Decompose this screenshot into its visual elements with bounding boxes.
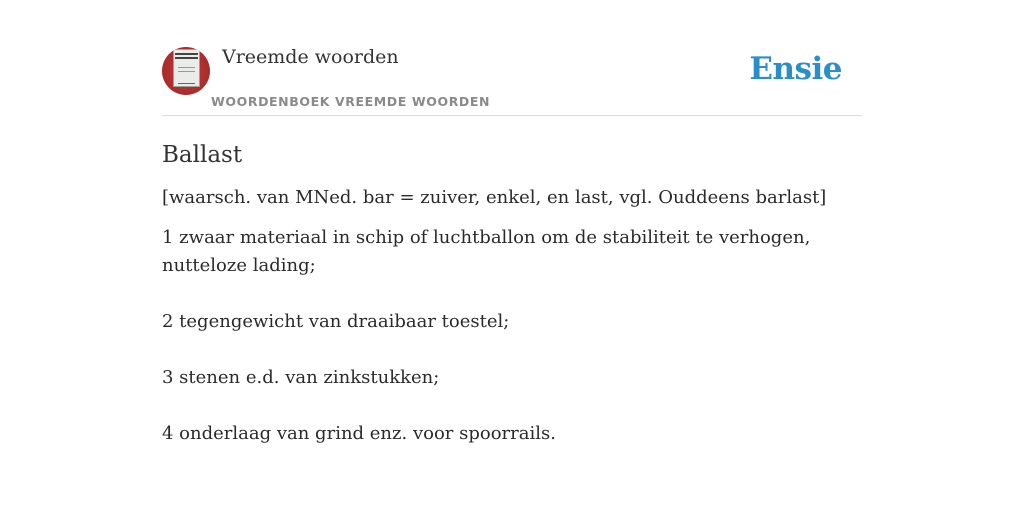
definition-item: 2 tegengewicht van draaibaar toestel; (162, 311, 510, 332)
definition-item: 3 stenen e.d. van zinkstukken; (162, 367, 440, 388)
definition-list (162, 224, 862, 448)
dictionary-subtitle: WOORDENBOEK VREEMDE WOORDEN (211, 94, 491, 109)
entry-etymology: [waarsch. van MNed. bar = zuiver, enkel, en last, vgl. Ouddeens barlast] (162, 187, 827, 208)
book-cover-icon (173, 49, 200, 87)
entry-term: Ballast (162, 142, 243, 168)
definition-item: 1 zwaar materiaal in schip of luchtballon om de stabiliteit te verhogen, nutteloze lading; (162, 227, 811, 276)
ensie-logo-link[interactable]: Ensie (749, 51, 842, 87)
site-header (162, 44, 862, 116)
dictionary-title-link[interactable]: Vreemde woorden (222, 46, 399, 68)
entry-card (162, 44, 862, 476)
definition-item: 4 onderlaag van grind enz. voor spoorrails. (162, 423, 556, 444)
dictionary-cover-avatar[interactable] (162, 47, 210, 95)
